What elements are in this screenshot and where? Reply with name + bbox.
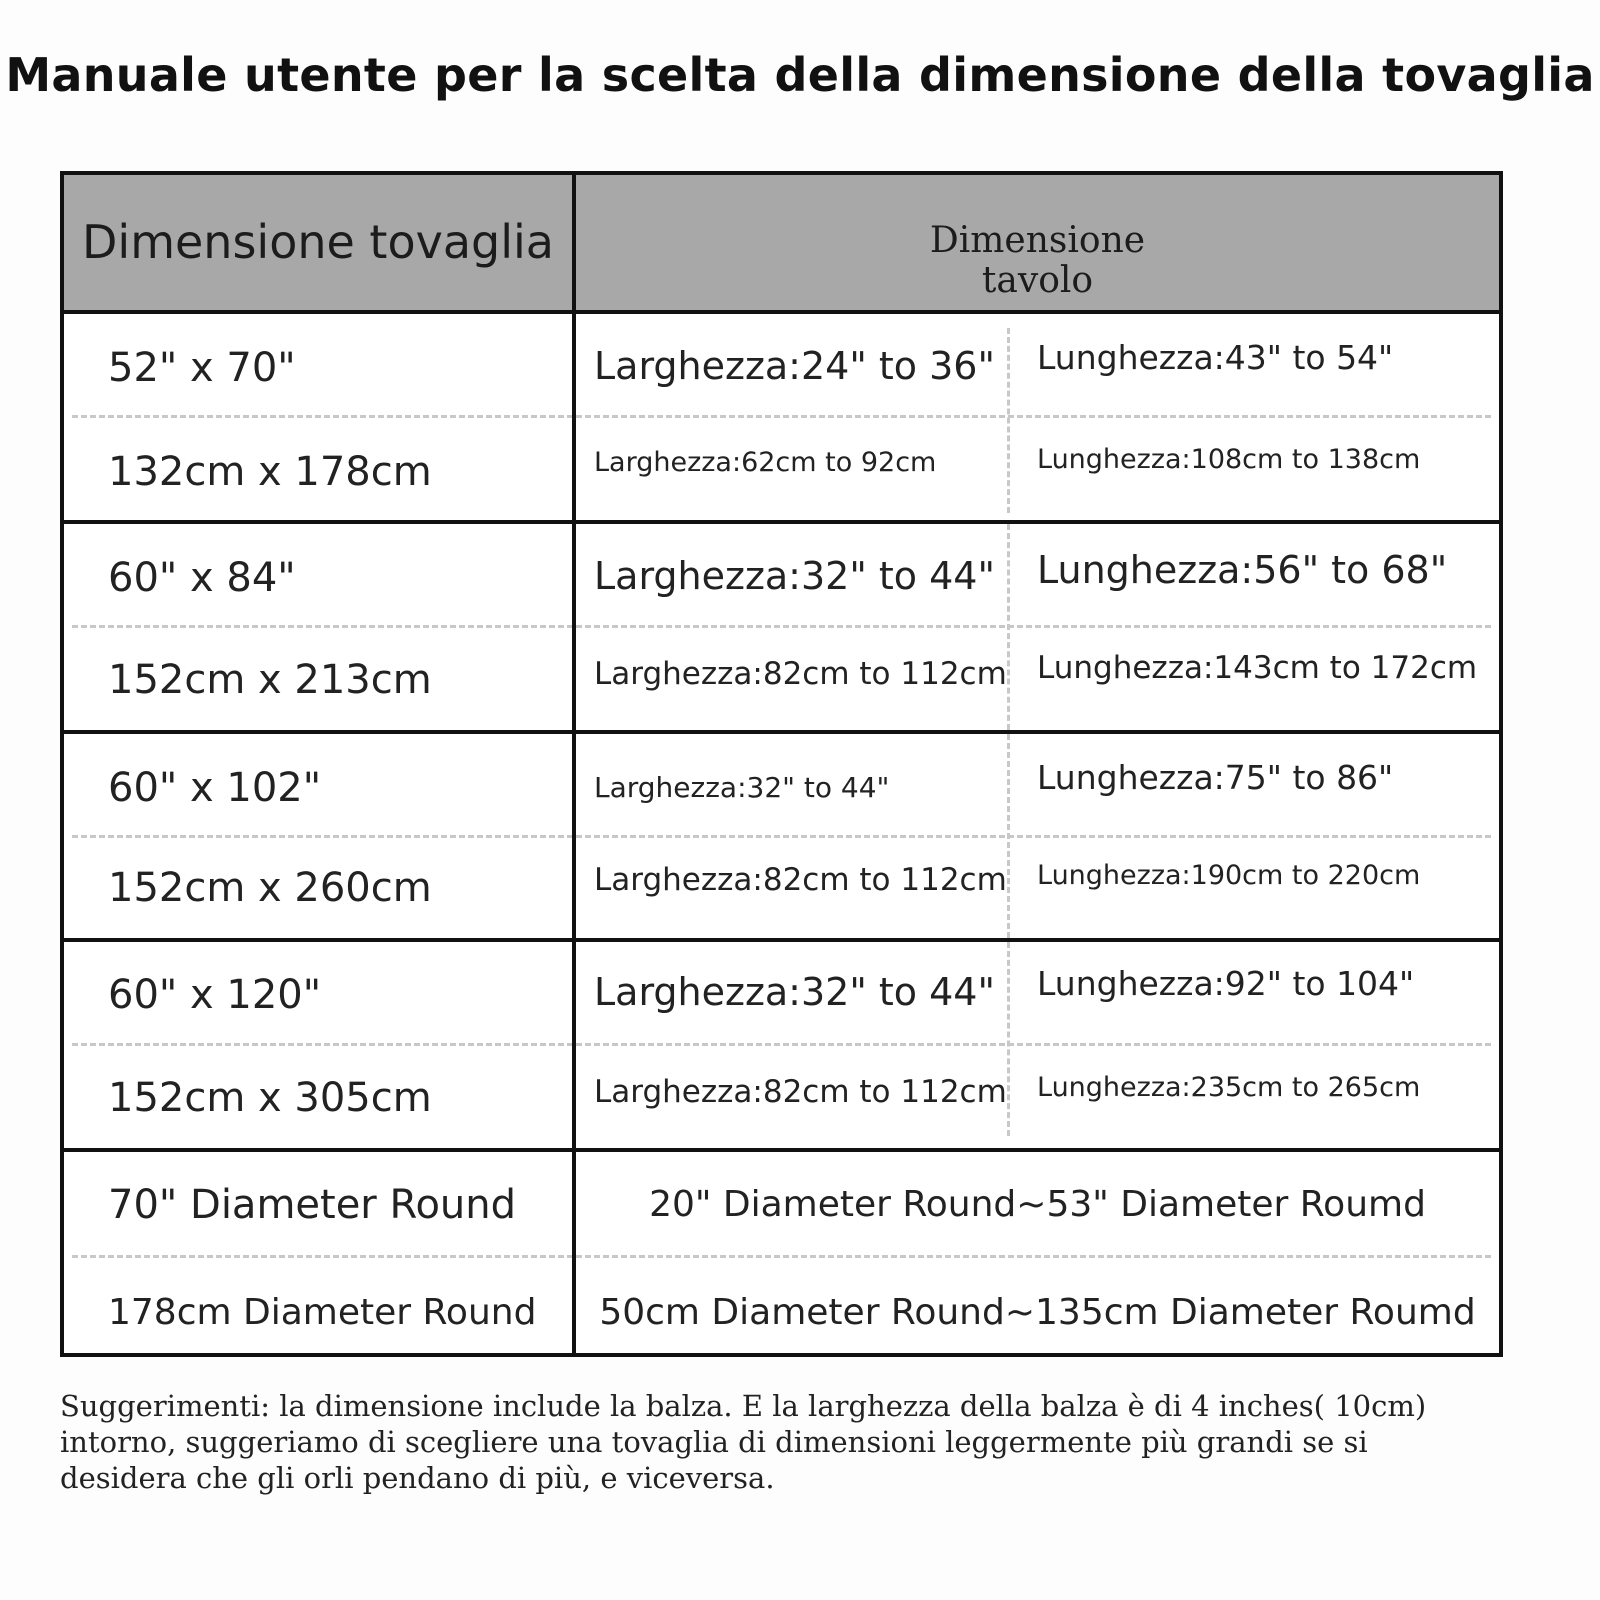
tablecloth-size-imperial: 60" x 102" <box>108 765 322 811</box>
row-divider <box>72 625 1491 628</box>
column-divider <box>1007 942 1010 1136</box>
table-width-cm: Larghezza:62cm to 92cm <box>594 447 937 478</box>
table-length-inches: Lunghezza:56" to 68" <box>1037 548 1448 592</box>
round-table-range-inches: 20" Diameter Round~53" Diameter Roumd <box>649 1184 1426 1225</box>
table-row-group <box>64 734 1499 942</box>
table-length-cm: Lunghezza:235cm to 265cm <box>1037 1072 1421 1103</box>
table-row-group-round <box>64 1152 1499 1357</box>
table-length-inches: Lunghezza:92" to 104" <box>1037 964 1415 1003</box>
header-tablecloth-size: Dimensione tovaglia <box>82 215 554 269</box>
header-table-size-line1: Dimensione <box>929 220 1146 261</box>
table-length-inches: Lunghezza:75" to 86" <box>1037 758 1394 797</box>
table-width-inches: Larghezza:32" to 44" <box>594 554 995 598</box>
tablecloth-size-imperial: 52" x 70" <box>108 345 296 391</box>
table-width-inches: Larghezza:24" to 36" <box>594 344 995 388</box>
row-divider <box>72 415 1491 418</box>
column-divider <box>1007 524 1010 730</box>
table-row-group <box>64 524 1499 734</box>
tablecloth-size-metric: 132cm x 178cm <box>108 449 432 495</box>
tablecloth-size-metric: 152cm x 213cm <box>108 657 432 703</box>
table-width-cm: Larghezza:82cm to 112cm <box>594 862 1007 898</box>
table-length-cm: Lunghezza:190cm to 220cm <box>1037 860 1421 891</box>
tablecloth-size-imperial: 60" x 84" <box>108 555 296 601</box>
table-header <box>64 175 1499 314</box>
table-width-inches: Larghezza:32" to 44" <box>594 970 995 1014</box>
round-table-range-cm: 50cm Diameter Round~135cm Diameter Roumd <box>599 1292 1476 1333</box>
round-size-metric: 178cm Diameter Round <box>108 1292 537 1333</box>
table-row-group <box>64 314 1499 524</box>
column-divider <box>1007 328 1010 513</box>
round-size-imperial: 70" Diameter Round <box>108 1182 517 1228</box>
table-length-inches: Lunghezza:43" to 54" <box>1037 338 1394 377</box>
row-divider <box>72 1043 1491 1046</box>
table-width-cm: Larghezza:82cm to 112cm <box>594 1074 1007 1110</box>
header-table-size-line2: tavolo <box>981 260 1094 301</box>
column-separator <box>572 175 576 1353</box>
table-width-inches: Larghezza:32" to 44" <box>594 771 890 804</box>
table-length-cm: Lunghezza:108cm to 138cm <box>1037 444 1421 475</box>
tablecloth-size-metric: 152cm x 305cm <box>108 1075 432 1121</box>
tablecloth-size-metric: 152cm x 260cm <box>108 865 432 911</box>
page-title: Manuale utente per la scelta della dimensione della tovaglia <box>5 48 1595 102</box>
tablecloth-size-imperial: 60" x 120" <box>108 972 322 1018</box>
row-divider <box>72 1255 1491 1258</box>
column-divider <box>1007 734 1010 938</box>
table-length-cm: Lunghezza:143cm to 172cm <box>1037 650 1478 686</box>
table-row-group <box>64 942 1499 1152</box>
row-divider <box>72 835 1491 838</box>
size-table <box>60 171 1503 1357</box>
table-width-cm: Larghezza:82cm to 112cm <box>594 656 1007 692</box>
header-table-size <box>576 221 1499 301</box>
suggestion-note: Suggerimenti: la dimensione include la balza. E la larghezza della balza è di 4 inches( 10cm) intorno, suggeriamo di scegliere una tovaglia di dimensioni leggermente più grandi se si desidera che gli orli pendano di più, e viceversa. <box>60 1389 1427 1495</box>
